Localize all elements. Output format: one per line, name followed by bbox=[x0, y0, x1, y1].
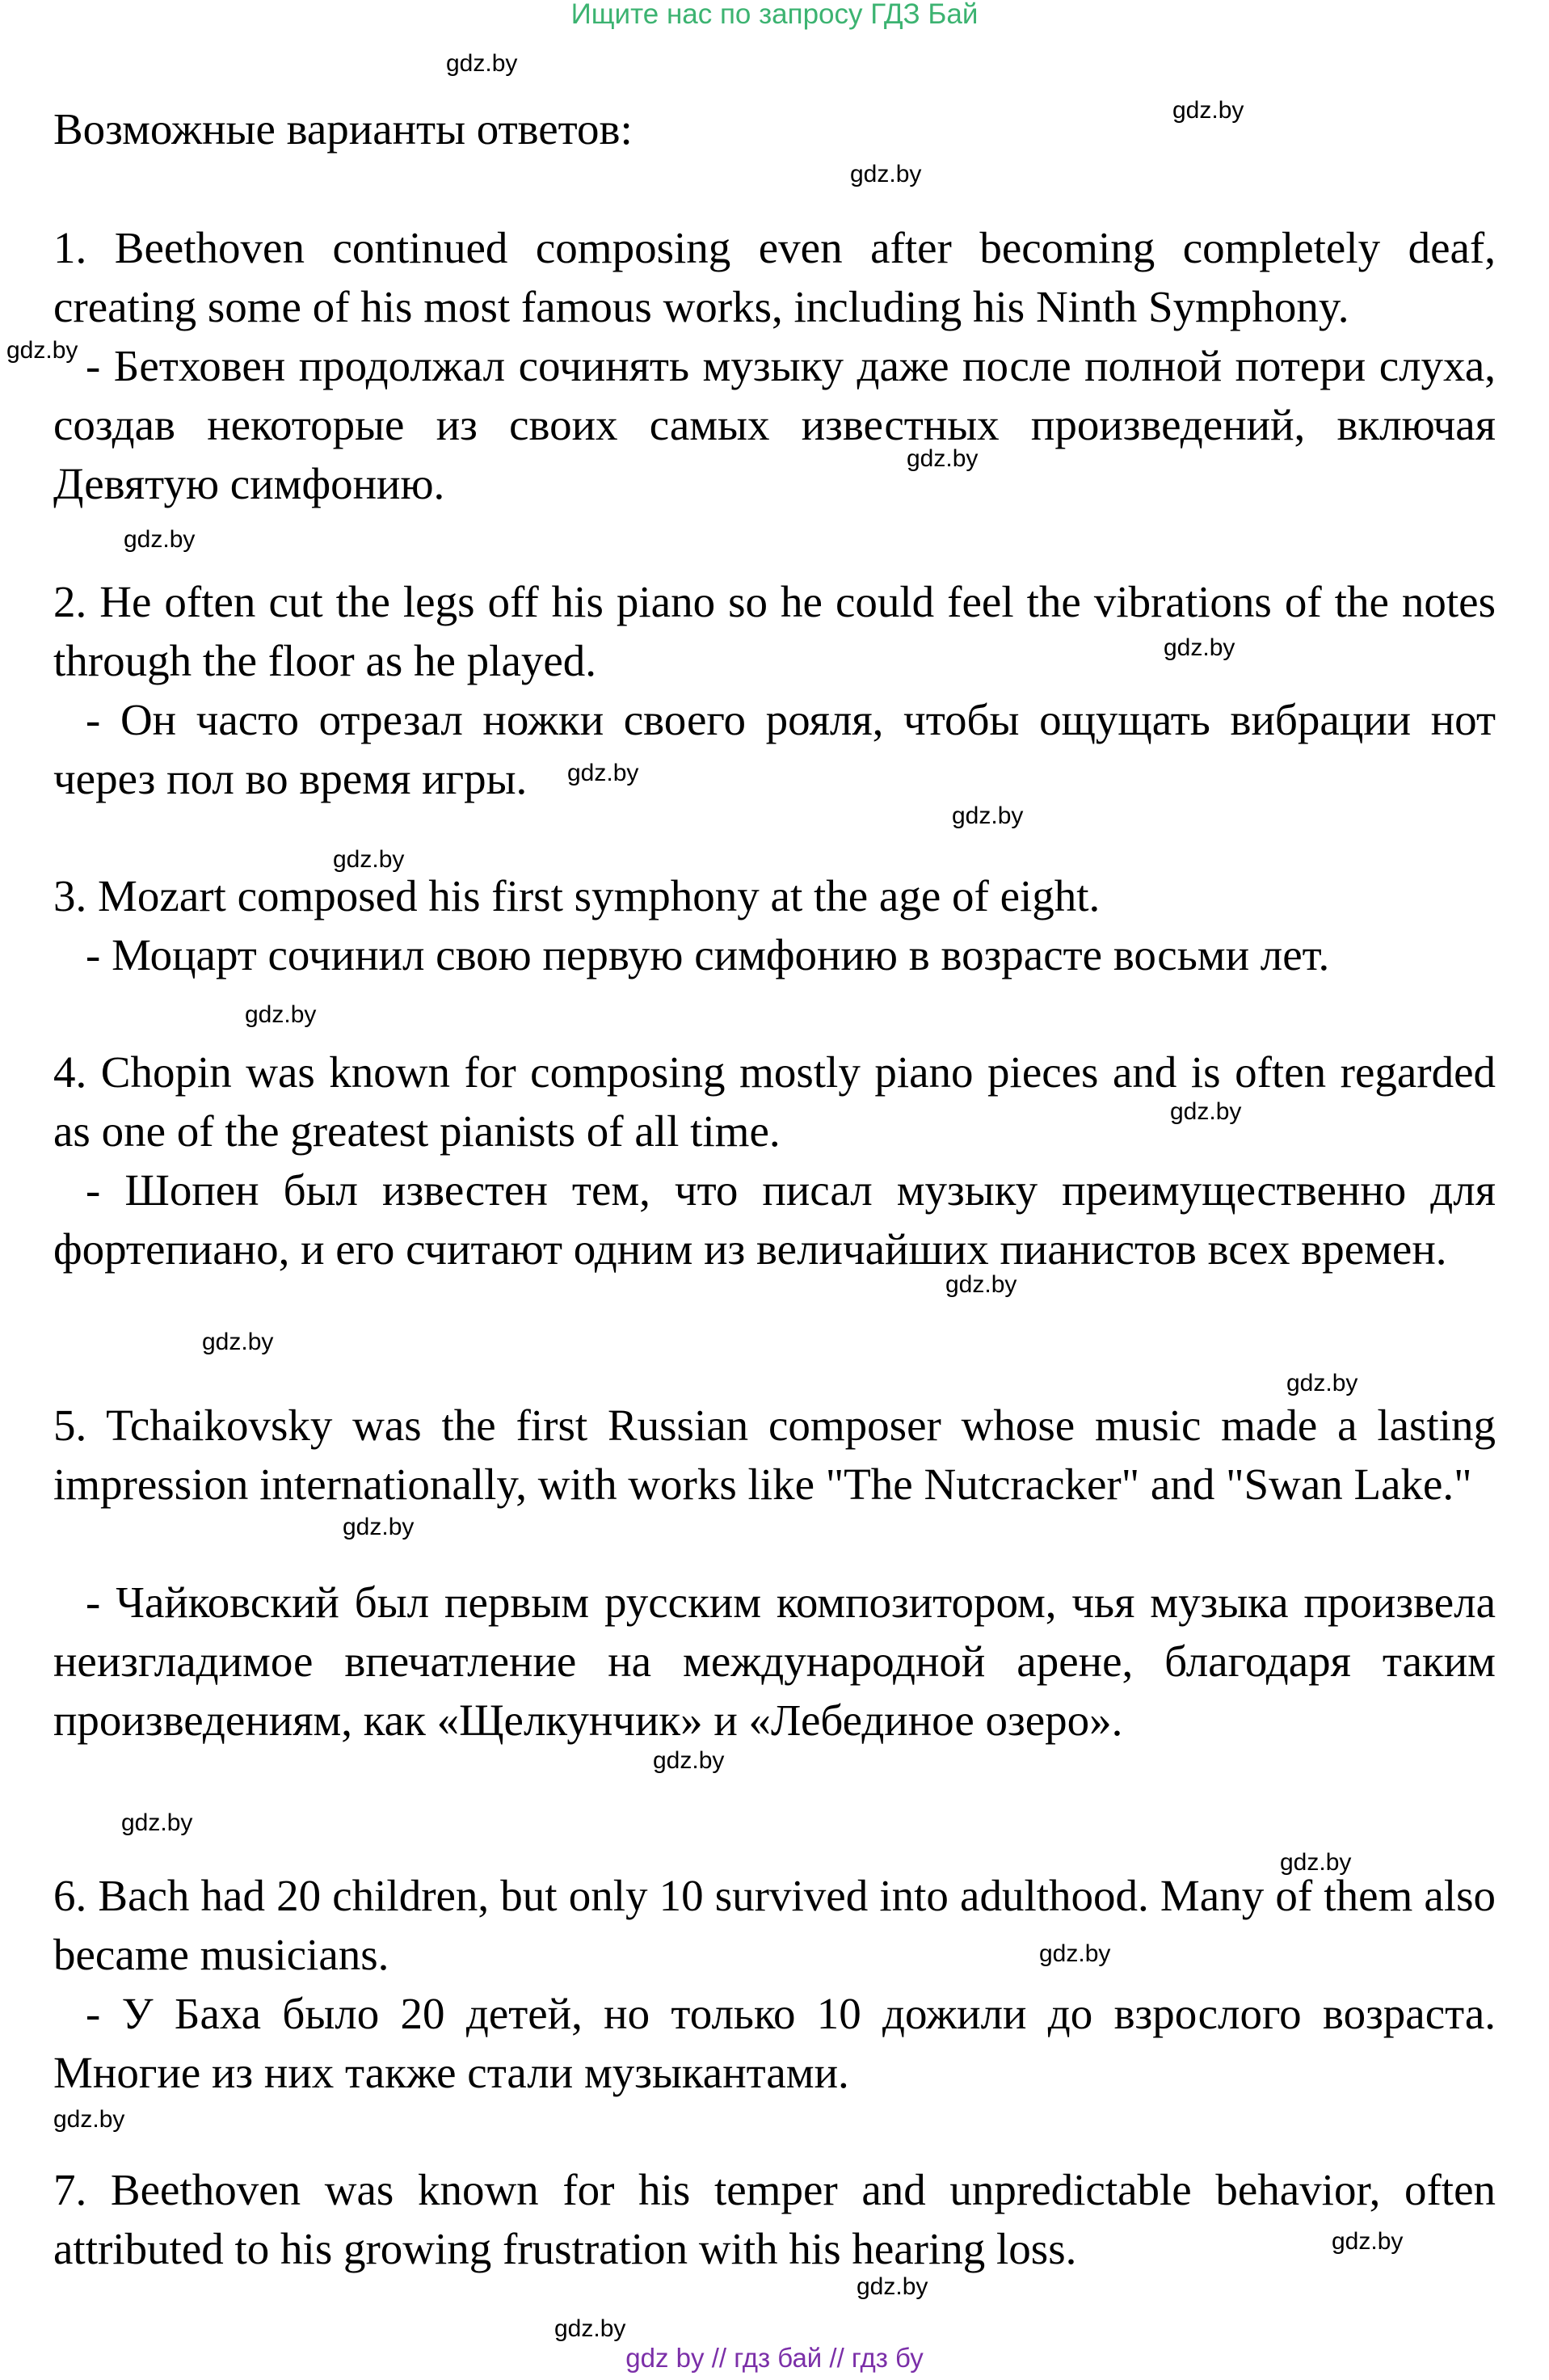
watermark: gdz.by bbox=[333, 846, 405, 873]
answer-1-russian: - Бетховен продолжал сочинять музыку даже после полной потери слуха, создав некоторые из своих самых известных произведений, включая Девятую симфонию. bbox=[53, 341, 1496, 508]
answer-6-english: 6. Bach had 20 children, but only 10 survived into adulthood. Many of them also became musicians. bbox=[53, 1871, 1496, 1979]
watermark: gdz.by bbox=[567, 760, 639, 786]
watermark: gdz.by bbox=[653, 1747, 725, 1774]
bottom-footer: gdz by // гдз бай // гдз бу bbox=[625, 2343, 924, 2373]
answer-5-english: 5. Tchaikovsky was the first Russian composer whose music made a lasting impression internationally, with works like "The Nutcracker" and "Swan Lake." bbox=[53, 1401, 1496, 1509]
top-banner: Ищите нас по запросу ГДЗ Бай bbox=[570, 0, 979, 30]
answer-3-russian: - Моцарт сочинил свою первую симфонию в возрасте восьми лет. bbox=[86, 930, 1330, 979]
watermark: gdz.by bbox=[245, 1001, 317, 1028]
answer-2-russian: - Он часто отрезал ножки своего рояля, чтобы ощущать вибрации нот через пол во время игры. bbox=[53, 695, 1496, 803]
page-heading: Возможные варианты ответов: bbox=[53, 104, 633, 154]
answer-4-russian: - Шопен был известен тем, что писал музыку преимущественно для фортепиано, и его считают одним из величайших пианистов всех времен. bbox=[53, 1165, 1496, 1274]
answer-3-english: 3. Mozart composed his first symphony at the age of eight. bbox=[53, 871, 1101, 920]
watermark: gdz.by bbox=[945, 1271, 1017, 1298]
watermark: gdz.by bbox=[1286, 1370, 1358, 1396]
watermark: gdz.by bbox=[6, 337, 78, 364]
answer-2-english: 2. He often cut the legs off his piano so he could feel the vibrations of the notes through the floor as he played. bbox=[53, 577, 1496, 685]
answer-5-russian: - Чайковский был первым русским композитором, чья музыка произвела неизгладимое впечатление на международной арене, благодаря таким произведениям, как «Щелкунчик» и «Лебединое озеро». bbox=[53, 1578, 1496, 1745]
watermark: gdz.by bbox=[1332, 2228, 1404, 2255]
watermark: gdz.by bbox=[1164, 634, 1235, 661]
watermark: gdz.by bbox=[53, 2106, 125, 2133]
answer-1-english: 1. Beethoven continued composing even after becoming completely deaf, creating some of his most famous works, including his Ninth Symphony. bbox=[53, 223, 1496, 331]
answer-4-english: 4. Chopin was known for composing mostly piano pieces and is often regarded as one of the greatest pianists of all time. bbox=[53, 1047, 1496, 1156]
answer-7-english: 7. Beethoven was known for his temper and unpredictable behavior, often attributed to his growing frustration with his hearing loss. bbox=[53, 2165, 1496, 2273]
watermark: gdz.by bbox=[121, 1809, 193, 1836]
watermark: gdz.by bbox=[952, 802, 1024, 829]
watermark: gdz.by bbox=[343, 1514, 415, 1540]
watermark: gdz.by bbox=[1039, 1940, 1111, 1967]
watermark: gdz.by bbox=[124, 526, 196, 553]
answer-6-russian: - У Баха было 20 детей, но только 10 дожили до взрослого возраста. Многие из них также стали музыкантами. bbox=[53, 1989, 1496, 2097]
watermark: gdz.by bbox=[1172, 97, 1244, 124]
watermark: gdz.by bbox=[850, 161, 922, 187]
watermark: gdz.by bbox=[1170, 1098, 1242, 1125]
watermark: gdz.by bbox=[554, 2315, 626, 2342]
watermark: gdz.by bbox=[202, 1329, 274, 1355]
watermark: gdz.by bbox=[907, 445, 979, 472]
watermark: gdz.by bbox=[857, 2273, 928, 2300]
watermark: gdz.by bbox=[446, 50, 518, 77]
watermark: gdz.by bbox=[1280, 1849, 1352, 1876]
